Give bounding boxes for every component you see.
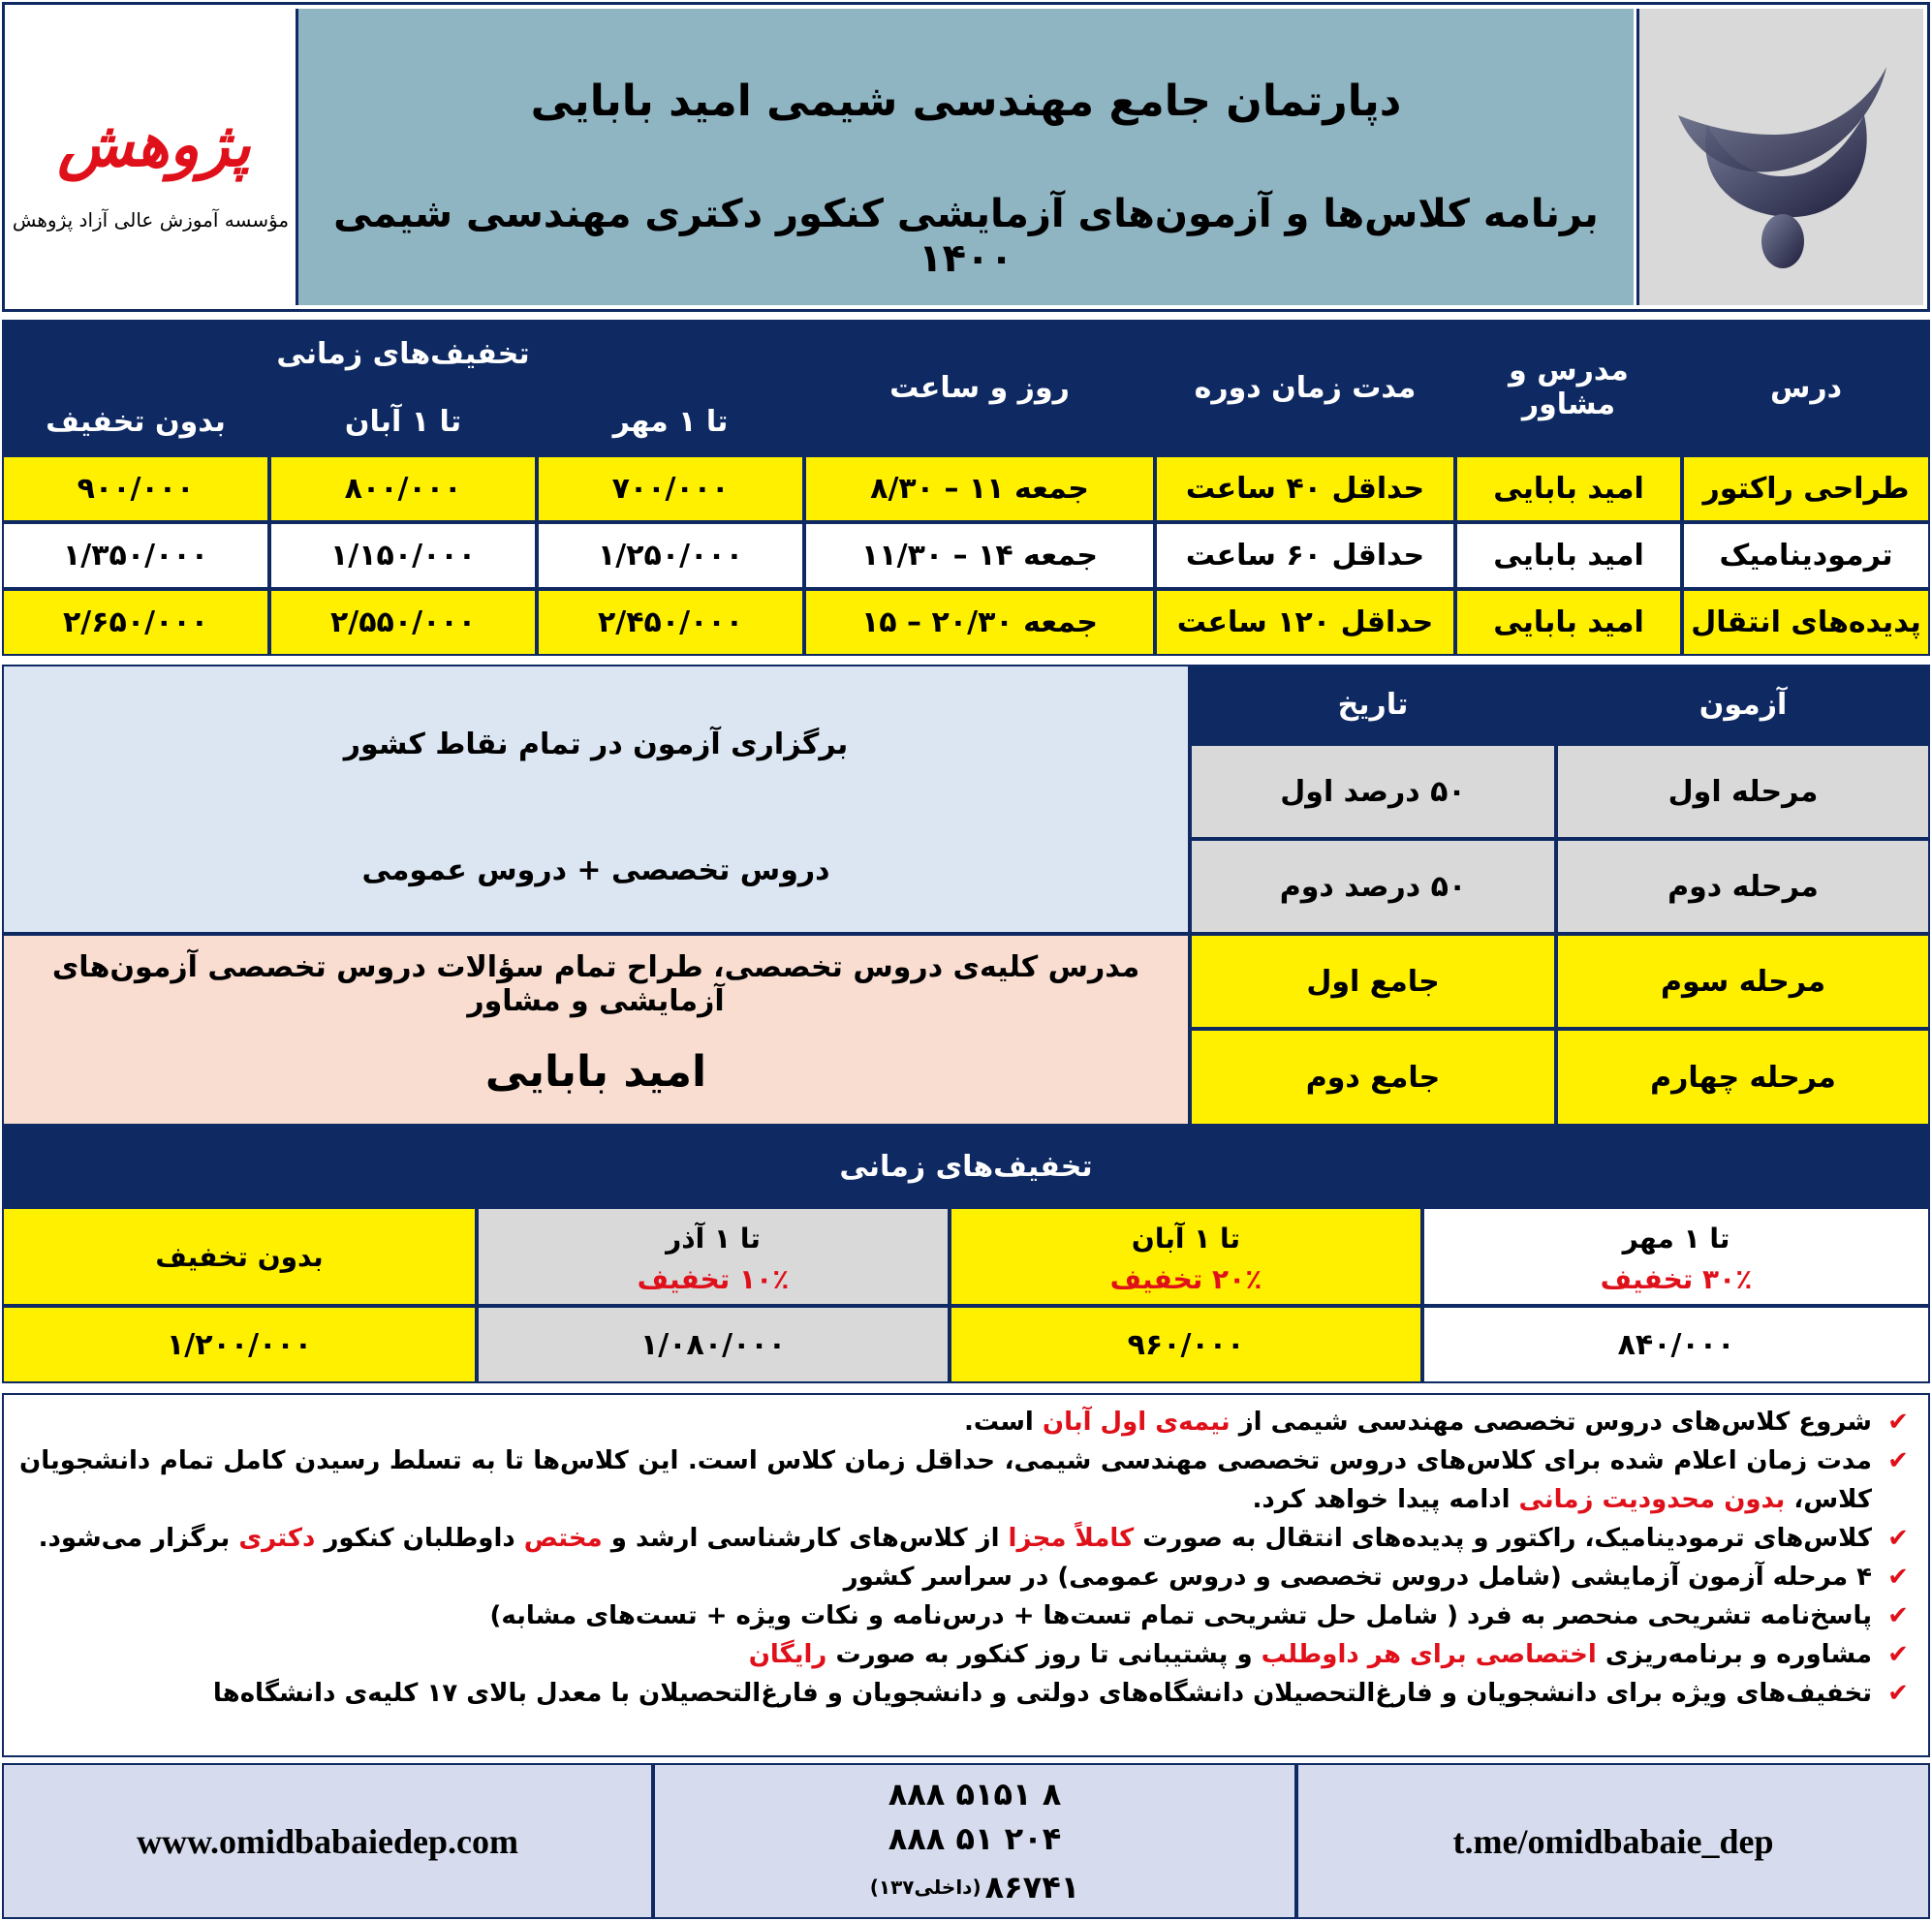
- exam-row1-exam: مرحله اول: [1556, 744, 1930, 839]
- disc-col-aban: [950, 1207, 1422, 1306]
- row2-mehr: ۱/۲۵۰/۰۰۰: [537, 522, 804, 589]
- row3-teacher: امید بابایی: [1455, 589, 1682, 656]
- exam-info-line1: برگزاری آزمون در تمام نقاط کشور: [343, 727, 849, 761]
- check-icon: ✔: [1887, 1446, 1909, 1475]
- disc-none-label: بدون تخفیف: [2, 1207, 477, 1306]
- phone-3-extension: (داخلی۱۳۷): [869, 1875, 982, 1899]
- row3-course: پدیده‌های انتقال: [1682, 589, 1930, 656]
- exam-row4-exam: مرحله چهارم: [1556, 1029, 1930, 1126]
- col-header-discounts: تخفیف‌های زمانی: [2, 320, 804, 387]
- phone-2[interactable]: ۸۸۸ ۵۱ ۲۰۴: [888, 1820, 1062, 1857]
- check-icon: ✔: [1887, 1679, 1909, 1708]
- row3-none: ۲/۶۵۰/۰۰۰: [2, 589, 269, 656]
- disc-mehr-percent: ۳۰٪ تخفیف: [1600, 1262, 1753, 1295]
- classes-table: [2, 320, 1930, 657]
- exam-row2-exam: مرحله دوم: [1556, 839, 1930, 934]
- disc-aban-price: ۹۶۰/۰۰۰: [950, 1306, 1422, 1383]
- phone-3[interactable]: ۸۶۷۴۱: [984, 1869, 1080, 1906]
- institute-logo-text: پژوهش: [57, 108, 251, 181]
- page-title: دپارتمان جامع مهندسی شیمی امید بابایی: [530, 76, 1402, 126]
- disc-azar-price: ۱/۰۸۰/۰۰۰: [477, 1306, 950, 1383]
- row1-aban: ۸۰۰/۰۰۰: [269, 455, 537, 522]
- check-icon: ✔: [1887, 1601, 1909, 1630]
- note-7: ✔ تخفیف‌های ویژه برای دانشجویان و فارغ‌التحصیلان دانشگاه‌های دولتی و دانشجویان و فارغ‌التحصیلان با معدل بالای ۱۷ کلیه‌ی دانشگاه‌ها: [19, 1674, 1913, 1713]
- note-6: ✔ مشاوره و برنامه‌ریزی اختصاصی برای هر داوطلب و پشتیبانی تا روز کنکور به صورت رایگان: [19, 1635, 1913, 1674]
- teacher-info-box: [2, 934, 1190, 1126]
- teacher-name: امید بابایی: [484, 1046, 707, 1097]
- exam-header-exam: آزمون: [1556, 665, 1930, 744]
- disc-col-azar: [477, 1207, 950, 1306]
- col-header-mehr: تا ۱ مهر: [537, 387, 804, 455]
- header-banner: [2, 2, 1930, 312]
- phone-1[interactable]: ۸۸۸ ۵۱۵۱ ۸: [888, 1776, 1062, 1813]
- disc-col-mehr: [1422, 1207, 1930, 1306]
- department-logo-box: [1636, 9, 1923, 305]
- notes-box: [2, 1393, 1930, 1757]
- col-header-none: بدون تخفیف: [2, 387, 269, 455]
- row2-course: ترمودینامیک: [1682, 522, 1930, 589]
- row2-schedule: جمعه ۱۴ – ۱۱/۳۰: [804, 522, 1155, 589]
- disc-mehr-price: ۸۴۰/۰۰۰: [1422, 1306, 1930, 1383]
- exam-info-line2: دروس تخصصی + دروس عمومی: [361, 852, 830, 887]
- department-logo: [1639, 9, 1926, 305]
- col-header-schedule: روز و ساعت: [804, 320, 1155, 455]
- exam-row2-date: ۵۰ درصد دوم: [1190, 839, 1556, 934]
- exam-row1-date: ۵۰ درصد اول: [1190, 744, 1556, 839]
- row3-aban: ۲/۵۵۰/۰۰۰: [269, 589, 537, 656]
- row2-duration: حداقل ۶۰ ساعت: [1155, 522, 1455, 589]
- note-2: ✔ مدت زمان اعلام شده برای کلاس‌های دروس تخصصی مهندسی شیمی، حداقل زمان کلاس است. این کلاس‌ها تا به تسلط رسیدن کامل تمام دانشجویان کلاس، بدون محدودیت زمانی ادامه پیدا خواهد کرد.: [19, 1441, 1913, 1519]
- disc-aban-label: تا ۱ آبان: [1131, 1222, 1241, 1255]
- header-title-area: [296, 9, 1634, 305]
- telegram-link[interactable]: t.me/omidbabaie_dep: [1296, 1763, 1930, 1919]
- institute-logo-box: [9, 9, 293, 305]
- page-subtitle: برنامه کلاس‌ها و آزمون‌های آزمایشی کنکور دکتری مهندسی شیمی ۱۴۰۰: [333, 192, 1599, 281]
- teacher-description: مدرس کلیه‌ی دروس تخصصی، طراح تمام سؤالات دروس تخصصی آزمون‌های آزمایشی و مشاور: [51, 950, 1140, 1018]
- col-header-teacher: مدرس و مشاور: [1455, 320, 1682, 455]
- col-header-duration: مدت زمان دوره: [1155, 320, 1455, 455]
- exam-discounts: [2, 1126, 1930, 1385]
- check-icon: ✔: [1887, 1524, 1909, 1553]
- disc-none-price: ۱/۲۰۰/۰۰۰: [2, 1306, 477, 1383]
- note-5: ✔ پاسخ‌نامه تشریحی منحصر به فرد ( شامل حل تشریحی تمام تست‌ها + درس‌نامه و نکات ویژه + تست‌های مشابه): [19, 1596, 1913, 1635]
- row3-schedule: جمعه ۲۰/۳۰ – ۱۵: [804, 589, 1155, 656]
- phone-3-row: [655, 1864, 1294, 1910]
- institute-name: مؤسسه آموزش عالی آزاد پژوهش: [12, 208, 290, 232]
- col-header-course: درس: [1682, 320, 1930, 455]
- phone-box: [653, 1763, 1296, 1919]
- check-icon: ✔: [1887, 1640, 1909, 1669]
- check-icon: ✔: [1887, 1408, 1909, 1437]
- row1-duration: حداقل ۴۰ ساعت: [1155, 455, 1455, 522]
- note-1: ✔ شروع کلاس‌های دروس تخصصی مهندسی شیمی از نیمه‌ی اول آبان است.: [19, 1403, 1913, 1441]
- disc-mehr-label: تا ۱ مهر: [1622, 1222, 1730, 1255]
- disc-azar-label: تا ۱ آذر: [666, 1222, 761, 1255]
- exam-info-box: [2, 665, 1190, 934]
- row1-course: طراحی راکتور: [1682, 455, 1930, 522]
- note-4: ✔ ۴ مرحله آزمون آزمایشی (شامل دروس تخصصی و دروس عمومی) در سراسر کشور: [19, 1558, 1913, 1596]
- check-icon: ✔: [1887, 1563, 1909, 1592]
- col-header-aban: تا ۱ آبان: [269, 387, 537, 455]
- disc-aban-percent: ۲۰٪ تخفیف: [1109, 1262, 1262, 1295]
- row1-mehr: ۷۰۰/۰۰۰: [537, 455, 804, 522]
- row1-teacher: امید بابایی: [1455, 455, 1682, 522]
- exam-row4-date: جامع دوم: [1190, 1029, 1556, 1126]
- website-link[interactable]: www.omidbabaiedep.com: [2, 1763, 653, 1919]
- row2-aban: ۱/۱۵۰/۰۰۰: [269, 522, 537, 589]
- row3-mehr: ۲/۴۵۰/۰۰۰: [537, 589, 804, 656]
- row1-none: ۹۰۰/۰۰۰: [2, 455, 269, 522]
- row3-duration: حداقل ۱۲۰ ساعت: [1155, 589, 1455, 656]
- exam-row3-date: جامع اول: [1190, 934, 1556, 1029]
- note-3: ✔ کلاس‌های ترمودینامیک، راکتور و پدیده‌های انتقال به صورت کاملاً مجزا از کلاس‌های کارشناسی ارشد و مختص داوطلبان کنکور دکتری برگزار می‌شود.: [19, 1519, 1913, 1558]
- exams-section: [2, 665, 1930, 1126]
- footer: [2, 1763, 1930, 1919]
- row1-schedule: جمعه ۱۱ – ۸/۳۰: [804, 455, 1155, 522]
- exam-header-date: تاریخ: [1190, 665, 1556, 744]
- row2-none: ۱/۳۵۰/۰۰۰: [2, 522, 269, 589]
- exam-row3-exam: مرحله سوم: [1556, 934, 1930, 1029]
- exam-discounts-title: تخفیف‌های زمانی: [2, 1126, 1930, 1207]
- row2-teacher: امید بابایی: [1455, 522, 1682, 589]
- disc-azar-percent: ۱۰٪ تخفیف: [637, 1262, 790, 1295]
